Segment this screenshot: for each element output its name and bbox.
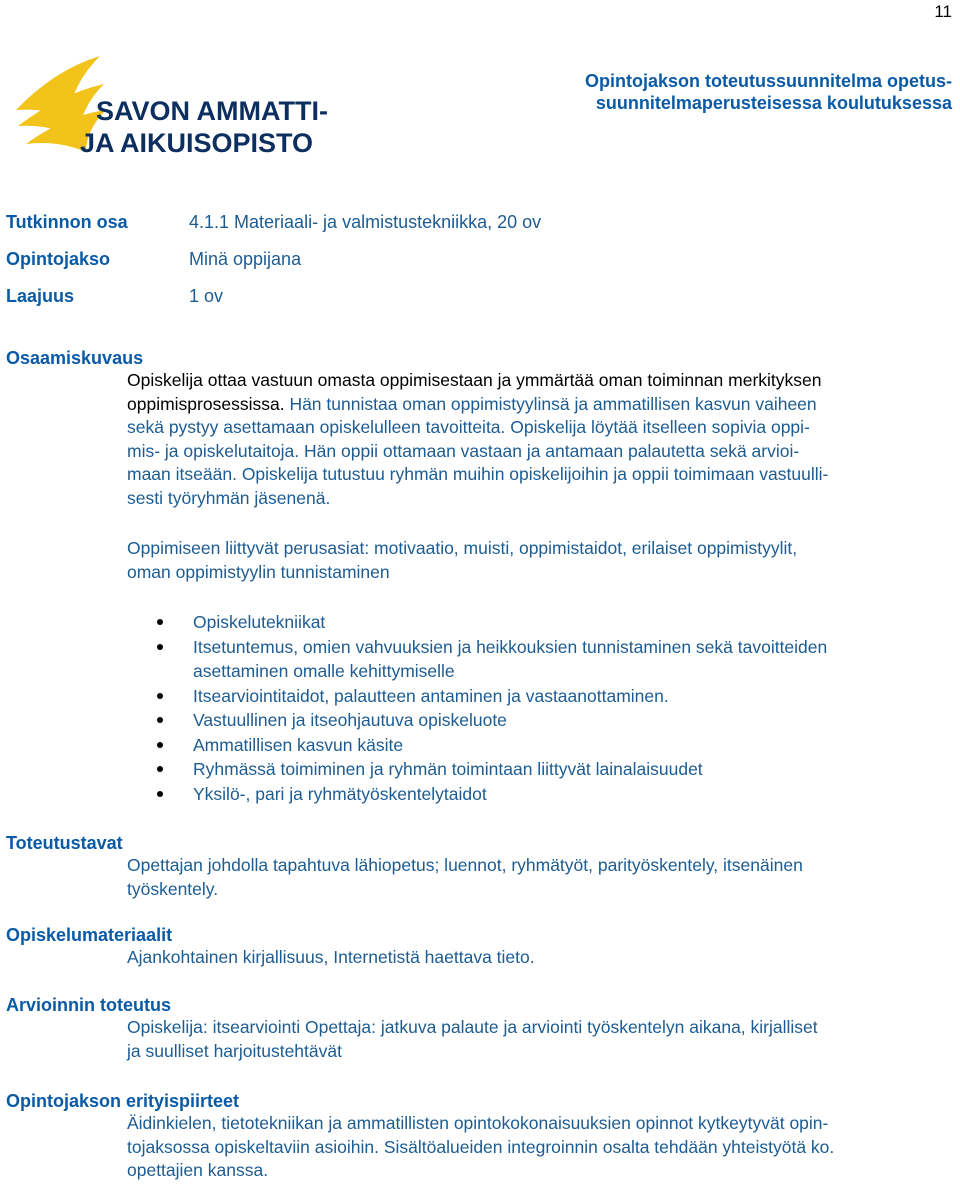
toteutustavat-body	[127, 854, 956, 901]
opiskelumateriaalit-title: Opiskelumateriaalit	[6, 925, 173, 945]
section-osaamiskuvaus	[6, 347, 956, 806]
document-title-line1: Opintojakson toteutussuunnitelma opetus-	[584, 71, 952, 91]
content-bullet-item: Itsearviointitaidot, palautteen antaminen ja vastaanottaminen.	[157, 684, 956, 709]
osaamiskuvaus-segment: Hän oppii ottamaan vastaan ja antamaan palautetta sekä arvioi-	[304, 440, 800, 461]
arvioinnin-toteutus-line1: Opiskelija: itsearviointi Opettaja: jatkuva palaute ja arviointi työskentelyn aikana, kirjalliset	[127, 1017, 818, 1037]
opintojakso-label: Opintojakso	[6, 249, 111, 269]
erityispiirteet-segment: Sisältöalueiden integroinnin osalta tehdään yhteistyötä ko.	[383, 1136, 835, 1157]
section-toteutustavat	[6, 832, 956, 901]
arvioinnin-toteutus-line2: ja suulliset harjoitustehtävät	[127, 1040, 342, 1061]
osaamiskuvaus-segment: mis- ja opiskelutaitoja.	[127, 440, 300, 461]
osaamiskuvaus-segment: Opiskelija tutustuu ryhmän muihin opiskelijoihin ja oppii toimimaan vastuulli-	[241, 464, 829, 484]
content-bullet-continuation: asettaminen omalle kehittymiselle	[193, 661, 455, 681]
section-erityispiirteet	[6, 1090, 956, 1183]
section-arvioinnin-toteutus	[6, 994, 956, 1063]
content-bullet-text: Itsetuntemus, omien vahvuuksien ja heikkouksien tunnistaminen sekä tavoitteiden	[193, 636, 828, 657]
basics-line2: oman oppimistyylin tunnistaminen	[127, 561, 390, 582]
osaamiskuvaus-line	[127, 393, 956, 417]
erityispiirteet-line2	[127, 1136, 956, 1160]
erityispiirteet-line1: Äidinkielen, tietotekniikan ja ammatillisten opintokokonaisuuksien opinnot kytkeytyvät opin-	[127, 1113, 829, 1133]
arvioinnin-toteutus-body	[127, 1016, 956, 1063]
meta-row-laajuus	[6, 286, 946, 323]
logo-text-line2: JA AIKUISOPISTO	[80, 128, 314, 158]
content-bullet-item: Yksilö-, pari ja ryhmätyöskentelytaidot	[157, 782, 956, 807]
logo-sun-icon	[14, 52, 354, 162]
course-meta	[6, 212, 946, 323]
content-bullet-item: Ammatillisen kasvun käsite	[157, 733, 956, 758]
laajuus-label: Laajuus	[6, 286, 75, 306]
osaamiskuvaus-body	[127, 369, 956, 806]
osaamiskuvaus-line: sesti työryhmän jäsenenä.	[127, 487, 331, 508]
basics-line1: Oppimiseen liittyvät perusasiat: motivaatio, muisti, oppimistaidot, erilaiset oppimistyylit,	[127, 538, 798, 558]
content-bullet-item: Ryhmässä toimiminen ja ryhmän toimintaan liittyvät lainalaisuudet	[157, 757, 956, 782]
logo-text-line1: SAVON AMMATTI-	[96, 96, 328, 126]
content-bullet-list	[157, 610, 956, 806]
content-bullet-item	[157, 635, 956, 684]
osaamiskuvaus-line	[127, 463, 956, 487]
toteutustavat-title: Toteutustavat	[6, 833, 123, 853]
document-title-line2: suunnitelmaperusteisessa koulutuksessa	[595, 93, 952, 113]
school-logo	[14, 52, 354, 162]
opintojakso-value: Minä oppijana	[189, 249, 302, 269]
opiskelumateriaalit-body	[127, 946, 956, 970]
osaamiskuvaus-segment: oppimisprosessissa.	[127, 393, 285, 414]
tutkinnon-osa-value: 4.1.1 Materiaali- ja valmistustekniikka, 20 ov	[189, 212, 542, 232]
tutkinnon-osa-label: Tutkinnon osa	[6, 212, 128, 232]
osaamiskuvaus-segment: maan itseään.	[127, 464, 237, 484]
laajuus-value: 1 ov	[189, 286, 224, 306]
osaamiskuvaus-line: Opiskelija ottaa vastuun omasta oppimisestaan ja ymmärtää oman toiminnan merkityksen	[127, 370, 822, 390]
erityispiirteet-title: Opintojakson erityispiirteet	[6, 1091, 240, 1111]
osaamiskuvaus-line	[127, 416, 956, 440]
toteutustavat-line1: Opettajan johdolla tapahtuva lähiopetus; luennot, ryhmätyöt, parityöskentely, itsenäinen	[127, 855, 803, 875]
page-number: 11	[934, 2, 952, 21]
meta-row-tutkinnon-osa	[6, 212, 946, 249]
osaamiskuvaus-segment: Opiskelija löytää itselleen sopivia oppi-	[510, 417, 810, 437]
osaamiskuvaus-title: Osaamiskuvaus	[6, 348, 144, 368]
toteutustavat-line2: työskentely.	[127, 878, 219, 899]
opiskelumateriaalit-line1: Ajankohtainen kirjallisuus, Internetistä haettava tieto.	[127, 947, 535, 967]
erityispiirteet-segment: tojaksossa opiskeltaviin asioihin.	[127, 1136, 379, 1157]
erityispiirteet-line3: opettajien kanssa.	[127, 1160, 269, 1180]
document-title	[432, 70, 952, 114]
section-opiskelumateriaalit	[6, 924, 956, 970]
osaamiskuvaus-segment: sekä pystyy asettamaan opiskelulleen tavoitteita.	[127, 417, 506, 437]
osaamiskuvaus-segment: Hän tunnistaa oman oppimistyylinsä ja ammatillisen kasvun vaiheen	[289, 393, 817, 414]
arvioinnin-toteutus-title: Arvioinnin toteutus	[6, 995, 171, 1015]
erityispiirteet-body	[127, 1112, 956, 1183]
osaamiskuvaus-line	[127, 440, 956, 464]
content-bullet-item: Vastuullinen ja itseohjautuva opiskeluote	[157, 708, 956, 733]
content-bullet-item: Opiskelutekniikat	[157, 610, 956, 635]
meta-row-opintojakso	[6, 249, 946, 286]
